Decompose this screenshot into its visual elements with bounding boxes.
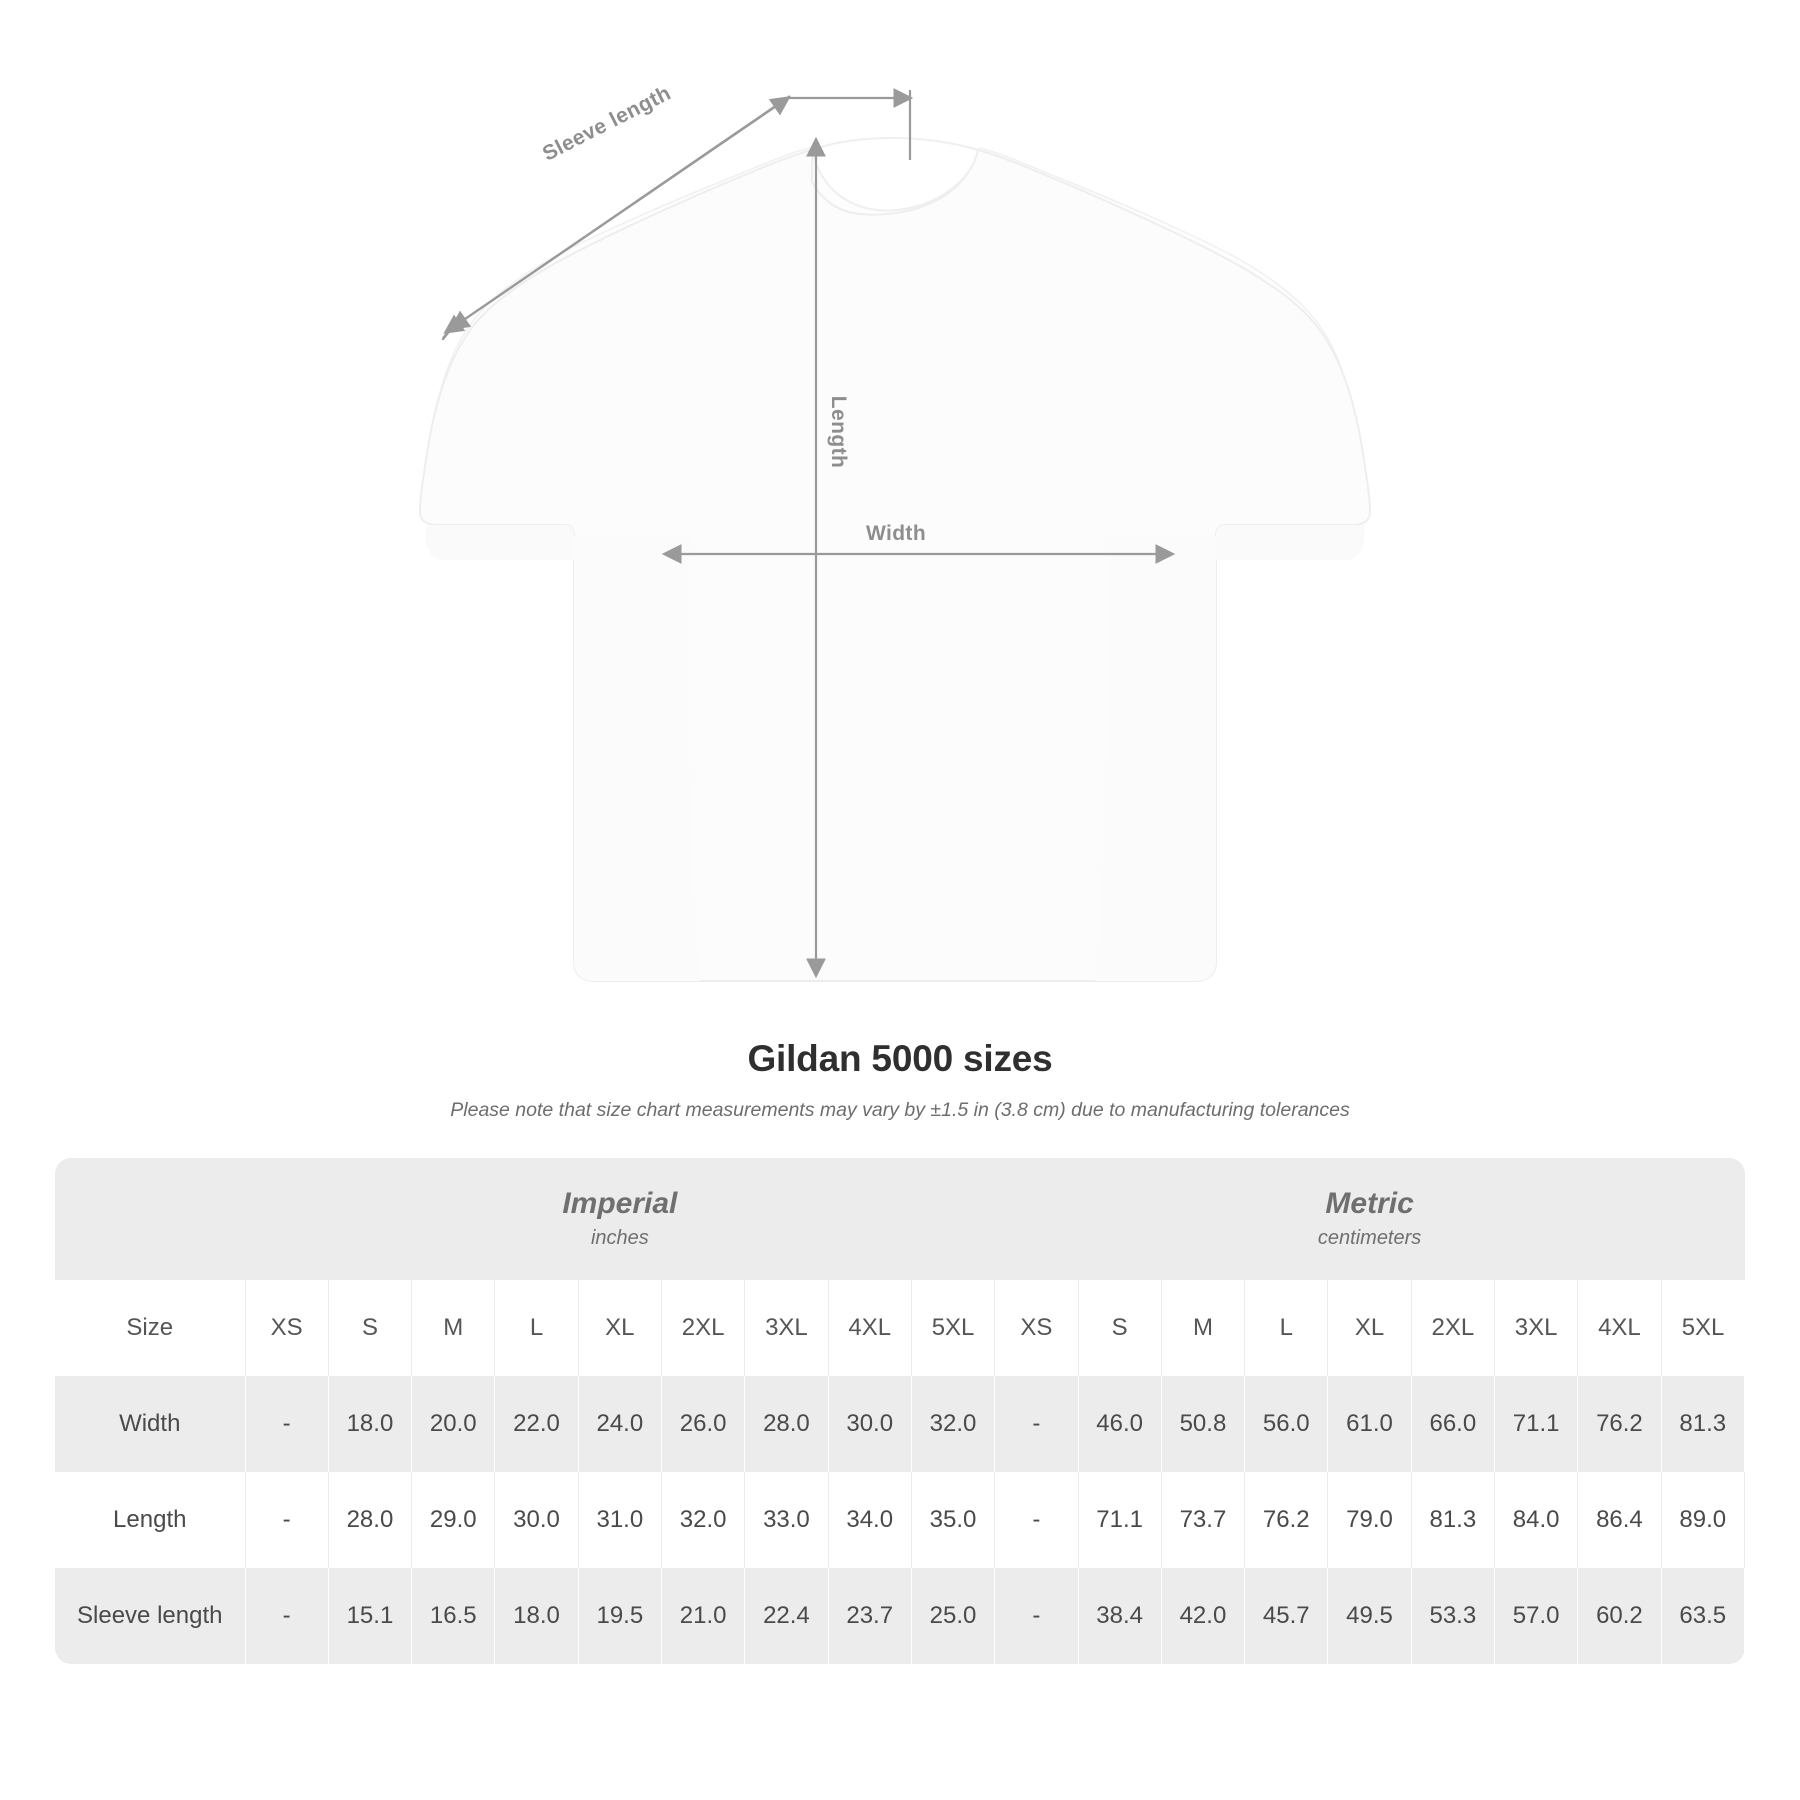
size-header-row bbox=[55, 1280, 1745, 1376]
cell-length-metric-s: 71.1 bbox=[1078, 1472, 1161, 1568]
size-header-label: Size bbox=[55, 1280, 245, 1376]
cell-sleeve-metric-l: 45.7 bbox=[1245, 1568, 1328, 1664]
cell-length-imperial-2xl: 32.0 bbox=[661, 1472, 744, 1568]
size-header-imperial-xs: XS bbox=[245, 1280, 328, 1376]
cell-width-imperial-5xl: 32.0 bbox=[911, 1376, 994, 1472]
unit-header-imperial bbox=[245, 1158, 995, 1280]
size-header-imperial-m: M bbox=[412, 1280, 495, 1376]
size-header-imperial-4xl: 4XL bbox=[828, 1280, 911, 1376]
cell-sleeve-imperial-4xl: 23.7 bbox=[828, 1568, 911, 1664]
size-header-imperial-2xl: 2XL bbox=[661, 1280, 744, 1376]
size-header-metric-l: L bbox=[1245, 1280, 1328, 1376]
cell-width-metric-xl: 61.0 bbox=[1328, 1376, 1411, 1472]
cell-width-metric-s: 46.0 bbox=[1078, 1376, 1161, 1472]
table-row bbox=[55, 1568, 1745, 1664]
cell-length-imperial-3xl: 33.0 bbox=[745, 1472, 828, 1568]
size-header-metric-s: S bbox=[1078, 1280, 1161, 1376]
cell-length-metric-xl: 79.0 bbox=[1328, 1472, 1411, 1568]
size-header-metric-5xl: 5XL bbox=[1661, 1280, 1744, 1376]
unit-sub-imperial: inches bbox=[590, 1227, 649, 1250]
cell-length-metric-l: 76.2 bbox=[1245, 1472, 1328, 1568]
cell-sleeve-metric-4xl: 60.2 bbox=[1578, 1568, 1661, 1664]
row-label-length: Length bbox=[55, 1472, 245, 1568]
size-header-metric-m: M bbox=[1161, 1280, 1244, 1376]
unit-name-metric: Metric bbox=[1325, 1186, 1414, 1220]
cell-width-imperial-l: 22.0 bbox=[495, 1376, 578, 1472]
cell-length-imperial-xs: - bbox=[245, 1472, 328, 1568]
cell-sleeve-imperial-m: 16.5 bbox=[412, 1568, 495, 1664]
size-header-metric-xs: XS bbox=[995, 1280, 1078, 1376]
cell-width-imperial-3xl: 28.0 bbox=[745, 1376, 828, 1472]
page-title: Gildan 5000 sizes bbox=[747, 1038, 1053, 1079]
cell-sleeve-imperial-xs: - bbox=[245, 1568, 328, 1664]
size-header-imperial-5xl: 5XL bbox=[911, 1280, 994, 1376]
size-header-imperial-s: S bbox=[328, 1280, 411, 1376]
cell-length-metric-5xl: 89.0 bbox=[1661, 1472, 1744, 1568]
unit-header-row bbox=[55, 1158, 1745, 1280]
cell-width-metric-m: 50.8 bbox=[1161, 1376, 1244, 1472]
cell-sleeve-metric-xs: - bbox=[995, 1568, 1078, 1664]
cell-sleeve-metric-5xl: 63.5 bbox=[1661, 1568, 1744, 1664]
cell-width-metric-3xl: 71.1 bbox=[1494, 1376, 1577, 1472]
size-header-imperial-xl: XL bbox=[578, 1280, 661, 1376]
sleeve-length-label: Sleeve length bbox=[538, 81, 675, 166]
unit-header-metric bbox=[995, 1158, 1745, 1280]
cell-width-imperial-xl: 24.0 bbox=[578, 1376, 661, 1472]
size-header-metric-3xl: 3XL bbox=[1494, 1280, 1577, 1376]
cell-width-metric-l: 56.0 bbox=[1245, 1376, 1328, 1472]
cell-sleeve-metric-s: 38.4 bbox=[1078, 1568, 1161, 1664]
unit-name-imperial: Imperial bbox=[562, 1186, 678, 1220]
table-row bbox=[55, 1376, 1745, 1472]
cell-width-metric-4xl: 76.2 bbox=[1578, 1376, 1661, 1472]
row-label-width: Width bbox=[55, 1376, 245, 1472]
cell-length-metric-3xl: 84.0 bbox=[1494, 1472, 1577, 1568]
table-row bbox=[55, 1472, 1745, 1568]
size-table-wrapper bbox=[55, 1158, 1745, 1664]
cell-sleeve-metric-m: 42.0 bbox=[1161, 1568, 1244, 1664]
cell-length-metric-m: 73.7 bbox=[1161, 1472, 1244, 1568]
size-header-imperial-l: L bbox=[495, 1280, 578, 1376]
size-table bbox=[55, 1158, 1745, 1664]
cell-sleeve-imperial-5xl: 25.0 bbox=[911, 1568, 994, 1664]
cell-sleeve-imperial-xl: 19.5 bbox=[578, 1568, 661, 1664]
cell-width-metric-xs: - bbox=[995, 1376, 1078, 1472]
cell-length-imperial-xl: 31.0 bbox=[578, 1472, 661, 1568]
cell-width-metric-5xl: 81.3 bbox=[1661, 1376, 1744, 1472]
cell-sleeve-metric-xl: 49.5 bbox=[1328, 1568, 1411, 1664]
cell-length-imperial-m: 29.0 bbox=[412, 1472, 495, 1568]
size-header-metric-4xl: 4XL bbox=[1578, 1280, 1661, 1376]
size-header-metric-2xl: 2XL bbox=[1411, 1280, 1494, 1376]
cell-width-imperial-2xl: 26.0 bbox=[661, 1376, 744, 1472]
cell-sleeve-imperial-s: 15.1 bbox=[328, 1568, 411, 1664]
cell-sleeve-metric-2xl: 53.3 bbox=[1411, 1568, 1494, 1664]
row-label-sleeve-length: Sleeve length bbox=[55, 1568, 245, 1664]
cell-width-imperial-xs: - bbox=[245, 1376, 328, 1472]
cell-length-imperial-5xl: 35.0 bbox=[911, 1472, 994, 1568]
cell-length-imperial-4xl: 34.0 bbox=[828, 1472, 911, 1568]
cell-length-metric-2xl: 81.3 bbox=[1411, 1472, 1494, 1568]
cell-length-metric-4xl: 86.4 bbox=[1578, 1472, 1661, 1568]
unit-header-spacer bbox=[55, 1158, 245, 1280]
cell-width-metric-2xl: 66.0 bbox=[1411, 1376, 1494, 1472]
cell-sleeve-imperial-3xl: 22.4 bbox=[745, 1568, 828, 1664]
tolerance-note: Please note that size chart measurements may vary by ±1.5 in (3.8 cm) due to manufacturing tolerances bbox=[450, 1099, 1350, 1121]
cell-length-imperial-l: 30.0 bbox=[495, 1472, 578, 1568]
unit-sub-metric: centimeters bbox=[1317, 1227, 1422, 1250]
length-label: Length bbox=[827, 395, 850, 469]
cell-width-imperial-m: 20.0 bbox=[412, 1376, 495, 1472]
cell-sleeve-imperial-2xl: 21.0 bbox=[661, 1568, 744, 1664]
cell-length-imperial-s: 28.0 bbox=[328, 1472, 411, 1568]
cell-width-imperial-s: 18.0 bbox=[328, 1376, 411, 1472]
cell-length-metric-xs: - bbox=[995, 1472, 1078, 1568]
cell-sleeve-metric-3xl: 57.0 bbox=[1494, 1568, 1577, 1664]
cell-width-imperial-4xl: 30.0 bbox=[828, 1376, 911, 1472]
width-label: Width bbox=[865, 522, 927, 545]
title-block bbox=[0, 1038, 1800, 1122]
cell-sleeve-imperial-l: 18.0 bbox=[495, 1568, 578, 1664]
size-header-metric-xl: XL bbox=[1328, 1280, 1411, 1376]
size-header-imperial-3xl: 3XL bbox=[745, 1280, 828, 1376]
